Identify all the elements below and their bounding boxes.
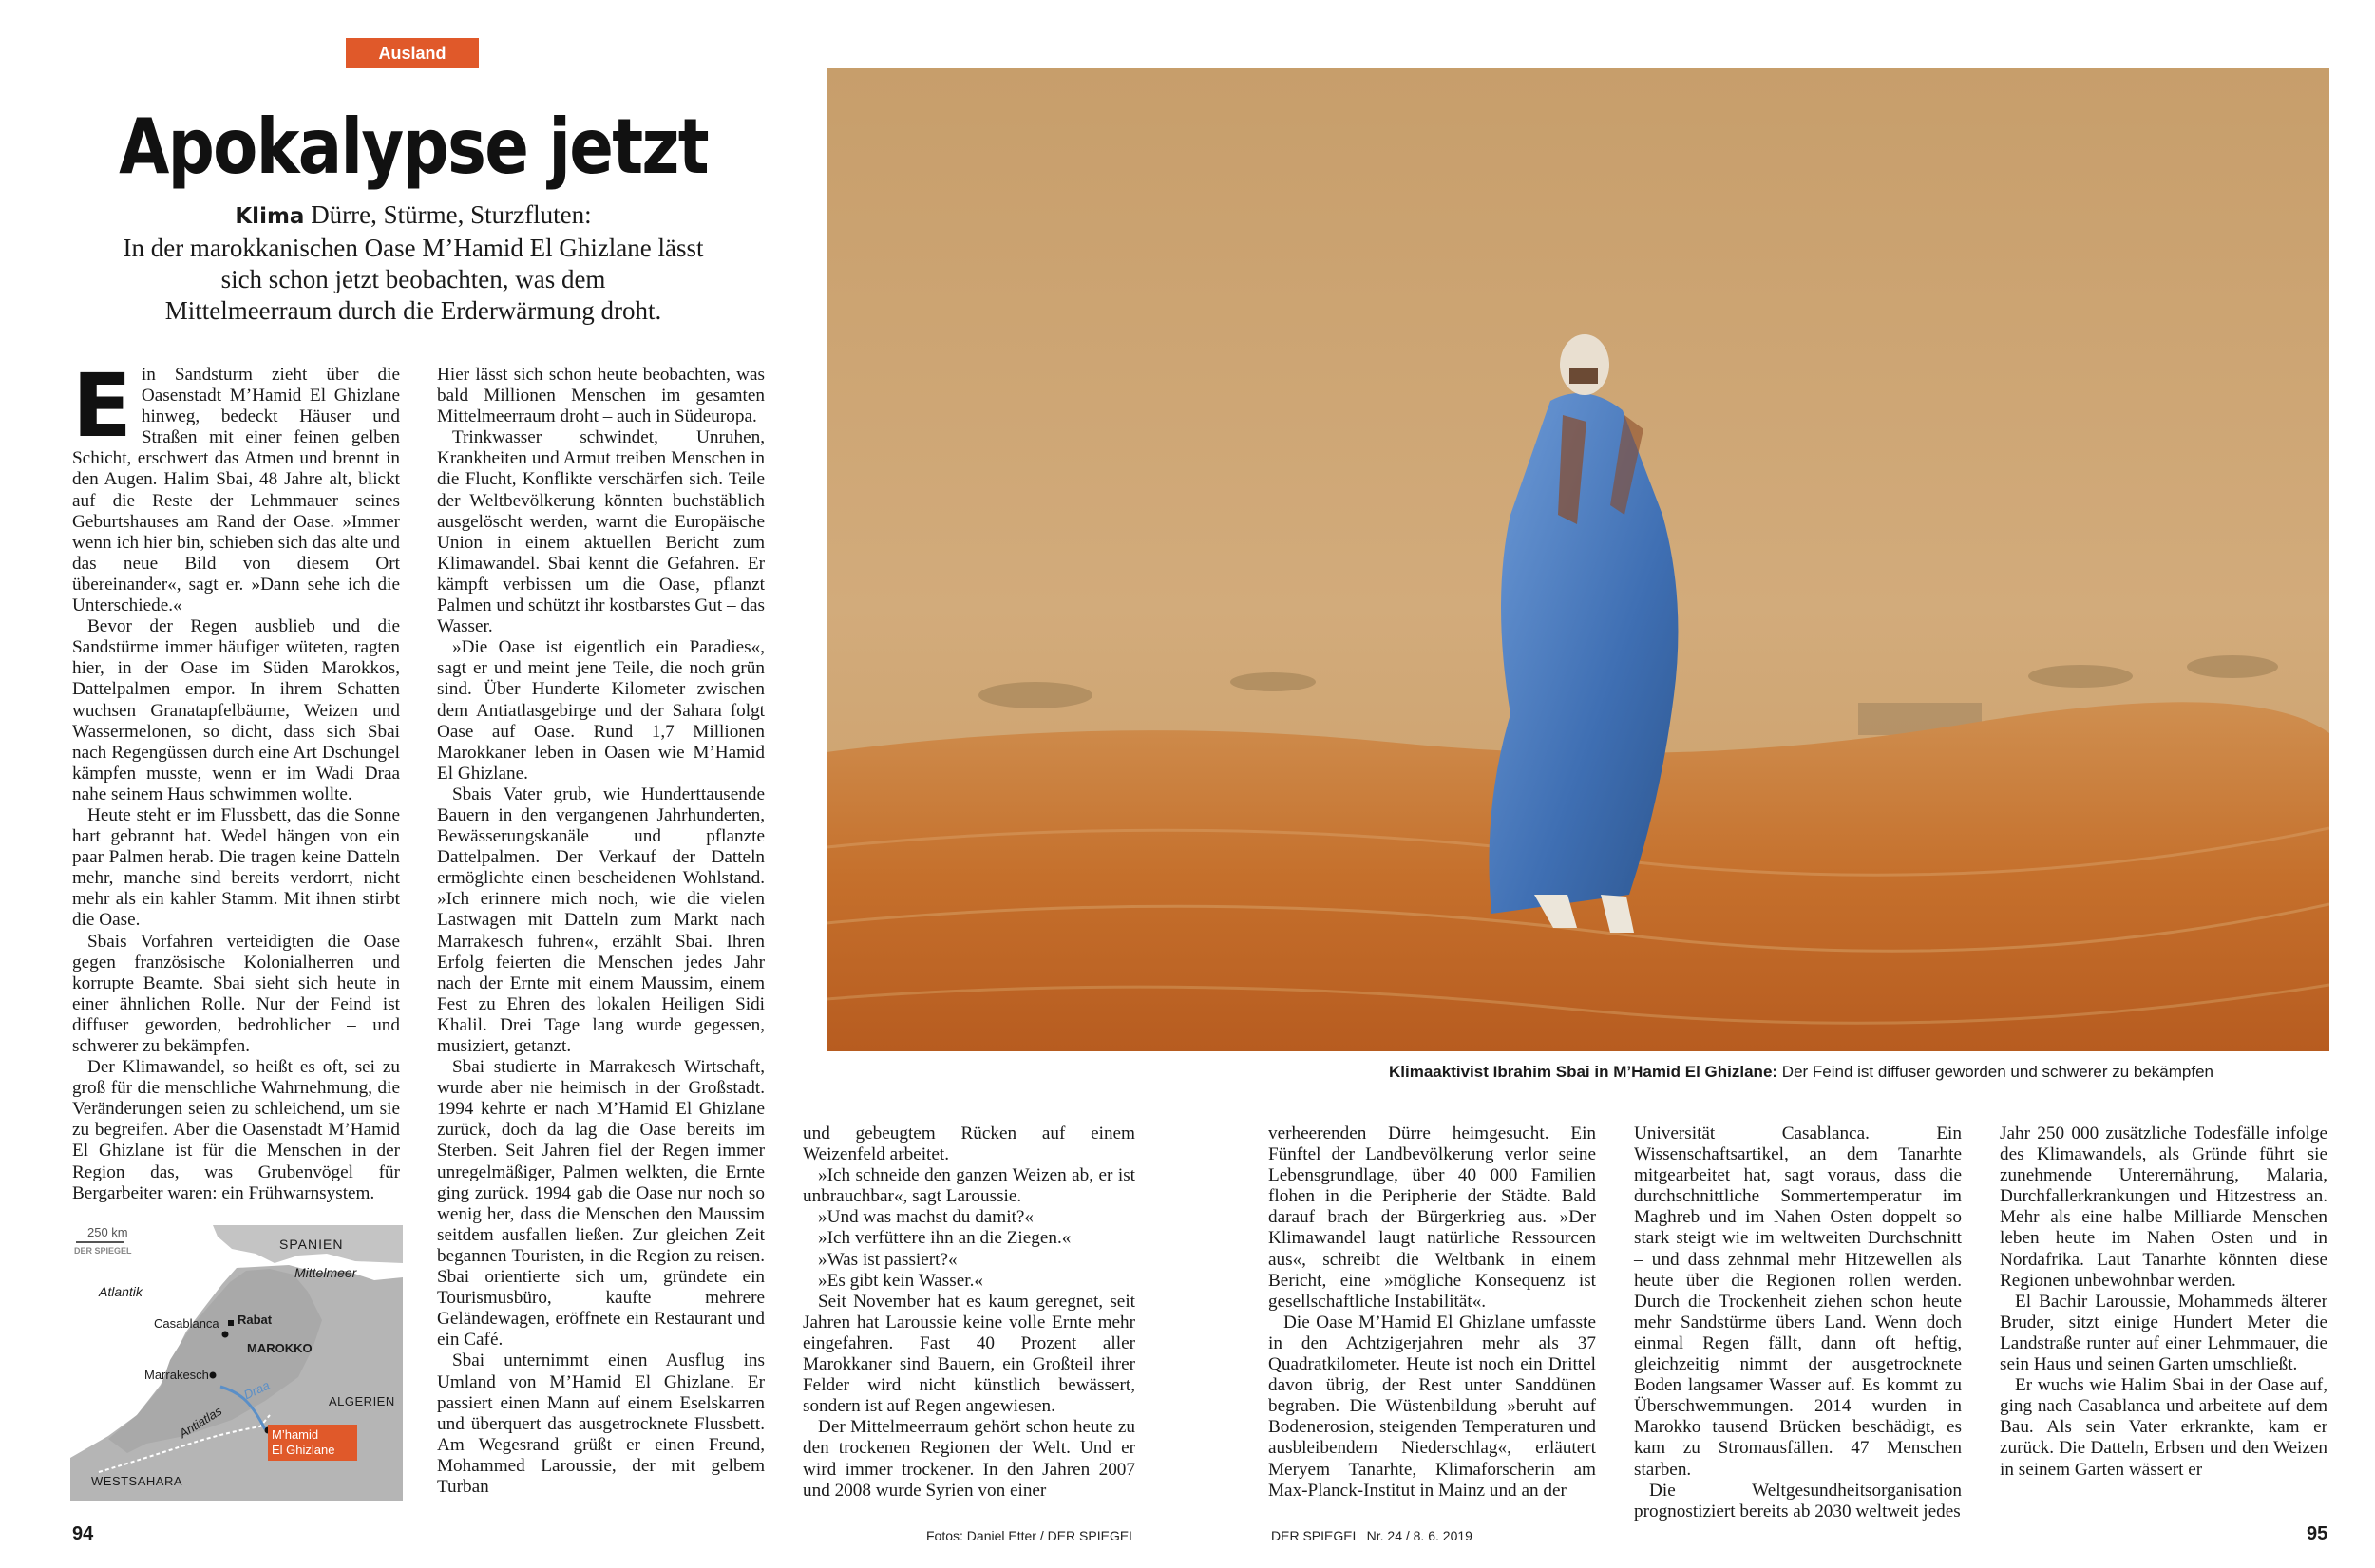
locator-map [70, 1225, 403, 1501]
map-highlight-mhamid [268, 1425, 357, 1461]
paragraph: verheerenden Dürre heimgesucht. Ein Fünftel der Landbevölkerung verlor seine Lebensgrundlage, über 40 000 Familien flohen in die Peripherie der Städte. Bald darauf brach der Bürgerkrieg aus. »Der Klimawandel laugt natürliche Ressourcen aus«, schreibt die Weltbank in einem Bericht, eine »mögliche Konsequenz ist gesellschaftliche Instabilität«. [1268, 1124, 1596, 1312]
text-column-2 [437, 365, 765, 1498]
drop-cap: E [72, 355, 132, 457]
paragraph: Hier lässt sich schon heute beobachten, was bald Millionen Menschen im gesamten Mittelmeerraum droht – auch in Südeuropa. [437, 365, 765, 427]
paragraph-text: in Sandsturm zieht über die Oasenstadt M’Hamid El Ghizlane hinweg, bedeckt Häuser und Straßen mit einer feinen gelben Schicht, erschwert das Atmen und brennt in den Augen. Halim Sbai, 48 Jahre alt, blickt auf die Reste der Lehmmauer seines Geburtshauses am Rand der Oase. »Immer wenn ich hier bin, schieben sich das alte und das neue Bild von diesem Ort übereinander«, sagt er. »Dann sehe ich die Unterschiede.« [72, 365, 400, 616]
paragraph: Trinkwasser schwindet, Unruhen, Krankheiten und Armut treiben Menschen in die Flucht, Konflikte verschärfen sich. Teile der Weltbevölkerung könnten buchstäblich ausgelöscht werden, warnt die Europäische Union in einem aktuellen Bericht zum Klimawandel. Sbai kennt die Gefahren. Er kämpft verbissen um die Oase, pflanzt Palmen und schützt ihr kostbarstes Gut – das Wasser. [437, 427, 765, 637]
text-column-5 [1634, 1124, 1962, 1522]
paragraph: »Die Oase ist eigentlich ein Paradies«, sagt er und meint jene Teile, die noch grün sind. Über Hunderte Kilometer zwischen dem Antiatlasgebirge und der Sahara folgt Oase auf Oase. Rund 1,7 Millionen Marokkaner leben in Oasen wie M’Hamid El Ghizlane. [437, 637, 765, 784]
map-label-spanien: SPANIEN [279, 1237, 344, 1252]
subline-line-3: sich schon jetzt beobachten, was dem [220, 265, 606, 293]
map-label-mittelmeer: Mittelmeer [294, 1265, 357, 1280]
paragraph: Sbai unternimmt einen Ausflug ins Umland von M’Hamid El Ghizlane. Er passiert einen Mann auf einem Eselskarren und überquert das ausgetrocknete Flussbett. Am Wegesrand grüßt er einen Freund, Mohammed Laroussie, der mit gelbem Turban [437, 1351, 765, 1497]
paragraph: Der Klimawandel, so heißt es oft, sei zu groß für die menschliche Wahrnehmung, die Veränderungen seien zu schleichend, um sie zu begreifen. Aber die Oasenstadt M’Hamid El Ghizlane ist für die Menschen in der Region das, was Grubenvögel für Bergarbeiter waren: ein Frühwarnsystem. [72, 1057, 400, 1203]
paragraph: Die Weltgesundheitsorganisation prognostiziert bereits ab 2030 weltweit jedes [1634, 1480, 1962, 1521]
paragraph: Bevor der Regen ausblieb und die Sandstürme immer häufiger wüteten, ragten hier, in der Oase im Süden Marokkos, Dattelpalmen empor. In ihrem Schatten wuchsen Granatapfelbäume, Weizen und Wassermelonen, so dicht, dass sich Sbai nach Regengüssen durch eine Art Dschungel kämpfen musste, wenn er im Wadi Draa nahe seinem Haus schwimmen wollte. [72, 616, 400, 804]
paragraph: El Bachir Laroussie, Mohammeds älterer Bruder, sitzt einige Hundert Meter die Landstraße runter auf einer Lehmmauer, die sein Haus und seinen Garten umschließt. [2000, 1291, 2328, 1375]
map-label-marokko: MAROKKO [247, 1341, 313, 1355]
paragraph: Sbais Vater grub, wie Hunderttausende Bauern in den vergangenen Jahrhunderten, Bewässerungskanäle und pflanzte Dattelpalmen. Der Verkauf der Datteln ermöglichte einen bescheidenen Wohlstand. »Ich erinnere mich noch, wie die vielen Lastwagen mit Datteln zum Markt nach Marrakesch fuhren«, erzählt Sbai. Ihren Erfolg feierten die Menschen jedes Jahr nach der Ernte mit einem Maussim, einem Fest zu Ehren des lokalen Heiligen Sidi Khalil. Drei Tage lang wurde gegessen, musiziert, getanzt. [437, 784, 765, 1056]
map-label-westsahara: WESTSAHARA [91, 1474, 183, 1488]
paragraph: Die Oase M’Hamid El Ghizlane umfasste in den Achtzigerjahren mehr als 37 Quadratkilometer. Heute ist noch ein Drittel davon übrig, der Rest unter Sanddünen begraben. Die Wüstenbildung »beruht auf Bodenerosion, steigenden Temperaturen und ausbleibendem Niederschlag«, erläutert Meryem Tanarhte, Klimaforscherin am Max-Planck-Institut in Mainz und an der [1268, 1312, 1596, 1501]
map-credit: DER SPIEGEL [74, 1246, 132, 1256]
paragraph: Sbai studierte in Marrakesch Wirtschaft, wurde aber nie heimisch in der Großstadt. 1994 kehrte er nach M’Hamid El Ghizlane zurück, doch da lag die Oase bereits im Sterben. Seit Jahren fiel der Regen immer unregelmäßiger, Palmen welkten, die Ernte ging zurück. 1994 gab die Oase nur noch so wenig her, dass die Menschen den Maussim seitdem ausfallen ließen. Zur gleichen Zeit begannen Touristen, in die Region zu reisen. Sbai orientierte sich um, gründete ein Tourismusbüro, kaufte mehrere Geländewagen, eröffnete ein Restaurant und ein Café. [437, 1057, 765, 1351]
subline-line-1: Dürre, Stürme, Sturzfluten: [311, 200, 592, 229]
text-column-1 [72, 355, 400, 1204]
paragraph: »Es gibt kein Wasser.« [818, 1270, 983, 1291]
article-photo [826, 68, 2329, 1051]
paragraph: Universität Casablanca. Ein Wissenschaftsartikel, an dem Tanarhte mitgearbeitet hat, sagt voraus, dass die durchschnittliche Sommertemperatur im Maghreb und im Nahen Osten doppelt so stark steigt wie im weltweiten Durchschnitt – und dass zehnmal mehr Hitzewellen als heute über die Regionen rollen werden. Durch die Trockenheit ziehen schon heute mehr Sandstürme übers Land. Wenn doch einmal Regen fällt, dann oft heftig, gleichzeitig nimmt der ausgetrocknete Boden langsamer Wasser auf. Es kommt zu Überschwemmungen. 2014 wurden in Marokko tausend Brücken beschädigt, es kam zu Stromausfällen. 47 Menschen starben. [1634, 1124, 1962, 1480]
paragraph: Er wuchs wie Halim Sbai in der Oase auf, ging nach Casablanca und arbeitete auf dem Bau. Als sein Vater erkrankte, kam er zurück. Die Datteln, Erbsen und den Weizen in seinem Garten wässert er [2000, 1375, 2328, 1480]
paragraph [72, 355, 400, 616]
article-subline [95, 199, 732, 327]
map-label-marrakesch: Marrakesch [144, 1368, 209, 1382]
map-label-algerien: ALGERIEN [329, 1394, 395, 1408]
section-rubric: Ausland [346, 38, 479, 68]
article-title: Apokalypse jetzt [119, 103, 708, 191]
map-label-atlantik: Atlantik [99, 1284, 142, 1299]
text-column-4 [1268, 1124, 1596, 1502]
photo-caption [826, 1062, 2214, 1083]
paragraph: »Ich verfüttere ihn an die Ziegen.« [818, 1228, 1072, 1249]
subline-keyword: Klima [235, 204, 305, 229]
map-scale-label: 250 km [87, 1225, 128, 1239]
paragraph: und gebeugtem Rücken auf einem Weizenfeld arbeitet. [803, 1124, 1135, 1165]
caption-bold: Klimaaktivist Ibrahim Sbai in M’Hamid El Ghizlane: [1389, 1063, 1778, 1081]
map-label-antiatlas: Antiatlas [176, 1403, 225, 1442]
photo-desert-sandstorm [826, 68, 2329, 1051]
paragraph: Seit November hat es kaum geregnet, seit Jahren hat Laroussie keine volle Ernte mehr eingefahren. Fast 40 Prozent aller Marokkaner sind Bauern, ein Großteil ihrer Felder wird nicht künstlich bewässert, sondern ist auf Regen angewiesen. [803, 1291, 1135, 1417]
paragraph: »Ich schneide den ganzen Weizen ab, er ist unbrauchbar«, sagt Laroussie. [803, 1165, 1135, 1207]
paragraph: »Und was machst du damit?« [818, 1207, 1035, 1228]
subline-line-2: In der marokkanischen Oase M’Hamid El Ghizlane lässt [123, 234, 704, 262]
map-highlight-line-2: El Ghizlane [272, 1443, 335, 1457]
caption-text: Der Feind ist diffuser geworden und schwerer zu bekämpfen [1777, 1063, 2214, 1081]
map-label-rabat: Rabat [238, 1313, 273, 1327]
text-column-6 [2000, 1124, 2328, 1481]
page-number-right: 95 [2307, 1523, 2328, 1544]
subline-line-4: Mittelmeerraum durch die Erderwärmung droht. [164, 296, 662, 325]
map-label-draa: Draa [241, 1377, 273, 1403]
page-number-left: 94 [72, 1523, 94, 1544]
map-highlight-line-1: M’hamid [272, 1427, 319, 1442]
paragraph: »Was ist passiert?« [818, 1249, 958, 1270]
text-column-3 [803, 1124, 1135, 1502]
paragraph: Der Mittelmeerraum gehört schon heute zu den trockenen Regionen der Welt. Und er wird immer trockener. In den Jahren 2007 und 2008 wurde Syrien von einer [803, 1417, 1135, 1501]
paragraph: Jahr 250 000 zusätzliche Todesfälle infolge des Klimawandels, als Gründe führt sie zunehmende Unterernährung, Malaria, Durchfallerkrankungen und Hitzestress an. Mehr als eine halbe Milliarde Menschen leben heute im Nahen Osten und in Nordafrika. Laut Tanarhte könnten diese Regionen unbewohnbar werden. [2000, 1124, 2328, 1291]
paragraph: Sbais Vorfahren verteidigten die Oase gegen französische Kolonialherren und korrupte Beamte. Sbai sieht sich heute in einer ähnlichen Rolle. Nur der Feind ist diffuser geworden, bedrohlicher – und schwerer zu bekämpfen. [72, 931, 400, 1056]
photo-credit: Fotos: Daniel Etter / DER SPIEGEL [926, 1528, 1136, 1543]
paragraph: Heute steht er im Flussbett, das die Sonne hart gebrannt hat. Wedel hängen von ein paar Palmen herab. Die tragen keine Datteln mehr, manche sind bereits verdorrt, nicht mehr als ein kahler Stamm. Mit ihnen stirbt die Oase. [72, 804, 400, 931]
map-label-casablanca: Casablanca [154, 1316, 219, 1331]
issue-info: DER SPIEGEL Nr. 24 / 8. 6. 2019 [1271, 1528, 1472, 1543]
